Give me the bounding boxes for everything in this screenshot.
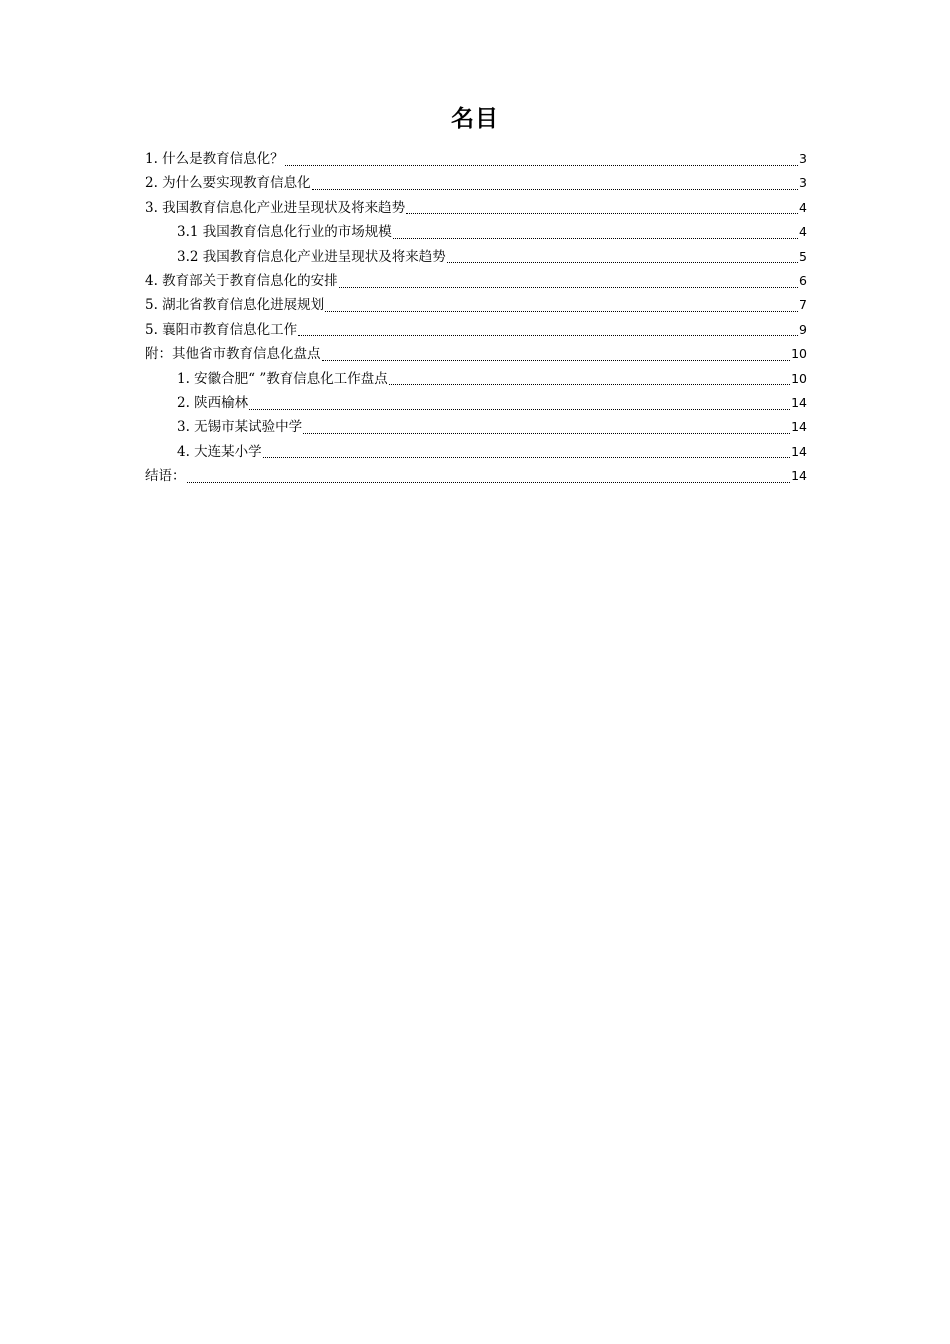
toc-entry-text: 2. 陕西榆林 bbox=[177, 394, 249, 411]
toc-dot-leader bbox=[406, 207, 798, 214]
toc-entry[interactable] bbox=[145, 415, 807, 439]
toc-entry-text: 4. 教育部关于教育信息化的安排 bbox=[145, 272, 338, 289]
toc-entry-text: 附：其他省市教育信息化盘点 bbox=[145, 346, 321, 363]
toc-dot-leader bbox=[249, 403, 790, 410]
toc-page-number: 14 bbox=[791, 468, 807, 484]
toc-entry[interactable] bbox=[145, 318, 807, 342]
toc-dot-leader bbox=[263, 451, 790, 458]
toc-page-number: 7 bbox=[799, 297, 807, 313]
toc-entry[interactable] bbox=[145, 269, 807, 293]
toc-page-number: 14 bbox=[791, 394, 807, 410]
toc-dot-leader bbox=[312, 183, 798, 190]
toc-page-number: 10 bbox=[791, 346, 807, 362]
toc-page-number: 4 bbox=[799, 199, 807, 215]
toc-entry[interactable] bbox=[145, 171, 807, 195]
toc-page-number: 14 bbox=[791, 419, 807, 435]
toc-dot-leader bbox=[325, 305, 798, 312]
toc-entry-text: 3.2 我国教育信息化产业进呈现状及将来趋势 bbox=[177, 248, 446, 265]
toc-dot-leader bbox=[393, 232, 798, 239]
toc-entry-text: 5. 湖北省教育信息化进展规划 bbox=[145, 297, 325, 314]
toc-title: 名目 bbox=[451, 106, 499, 132]
table-of-contents bbox=[145, 147, 807, 488]
toc-dot-leader bbox=[447, 256, 798, 263]
toc-page-number: 10 bbox=[791, 370, 807, 386]
toc-entry[interactable] bbox=[145, 391, 807, 415]
toc-entry[interactable] bbox=[145, 342, 807, 366]
toc-entry-text: 3. 我国教育信息化产业进呈现状及将来趋势 bbox=[145, 199, 406, 216]
toc-page-number: 9 bbox=[799, 321, 807, 337]
toc-entry-text: 1. 什么是教育信息化？ bbox=[145, 151, 284, 167]
toc-dot-leader bbox=[187, 476, 791, 483]
toc-dot-leader bbox=[303, 427, 790, 434]
toc-entry[interactable] bbox=[145, 367, 807, 391]
toc-page-number: 6 bbox=[799, 272, 807, 288]
toc-entry[interactable] bbox=[145, 196, 807, 220]
toc-entry[interactable] bbox=[145, 220, 807, 244]
toc-entry-text: 4. 大连某小学 bbox=[177, 443, 262, 460]
toc-page-number: 5 bbox=[799, 248, 807, 264]
toc-dot-leader bbox=[389, 378, 790, 385]
toc-entry[interactable] bbox=[145, 464, 807, 488]
toc-dot-leader bbox=[322, 354, 791, 361]
toc-page-number: 14 bbox=[791, 443, 807, 459]
toc-entry-text: 1. 安徽合肥“ ”教育信息化工作盘点 bbox=[177, 370, 388, 387]
toc-entry-text: 3. 无锡市某试验中学 bbox=[177, 419, 303, 436]
toc-dot-leader bbox=[285, 159, 798, 166]
toc-entry[interactable] bbox=[145, 245, 807, 269]
toc-entry[interactable] bbox=[145, 293, 807, 317]
toc-entry-text: 5. 襄阳市教育信息化工作 bbox=[145, 321, 298, 338]
toc-entry-text: 2. 为什么要实现教育信息化 bbox=[145, 175, 311, 192]
toc-entry[interactable] bbox=[145, 440, 807, 464]
toc-page-number: 4 bbox=[799, 224, 807, 240]
toc-entry-text: 结语： bbox=[145, 468, 186, 485]
toc-dot-leader bbox=[339, 281, 798, 288]
toc-entry-text: 3.1 我国教育信息化行业的市场规模 bbox=[177, 224, 392, 241]
toc-page-number: 3 bbox=[799, 151, 807, 166]
toc-dot-leader bbox=[298, 329, 798, 336]
toc-entry[interactable] bbox=[145, 147, 807, 171]
toc-page-number: 3 bbox=[799, 175, 807, 191]
